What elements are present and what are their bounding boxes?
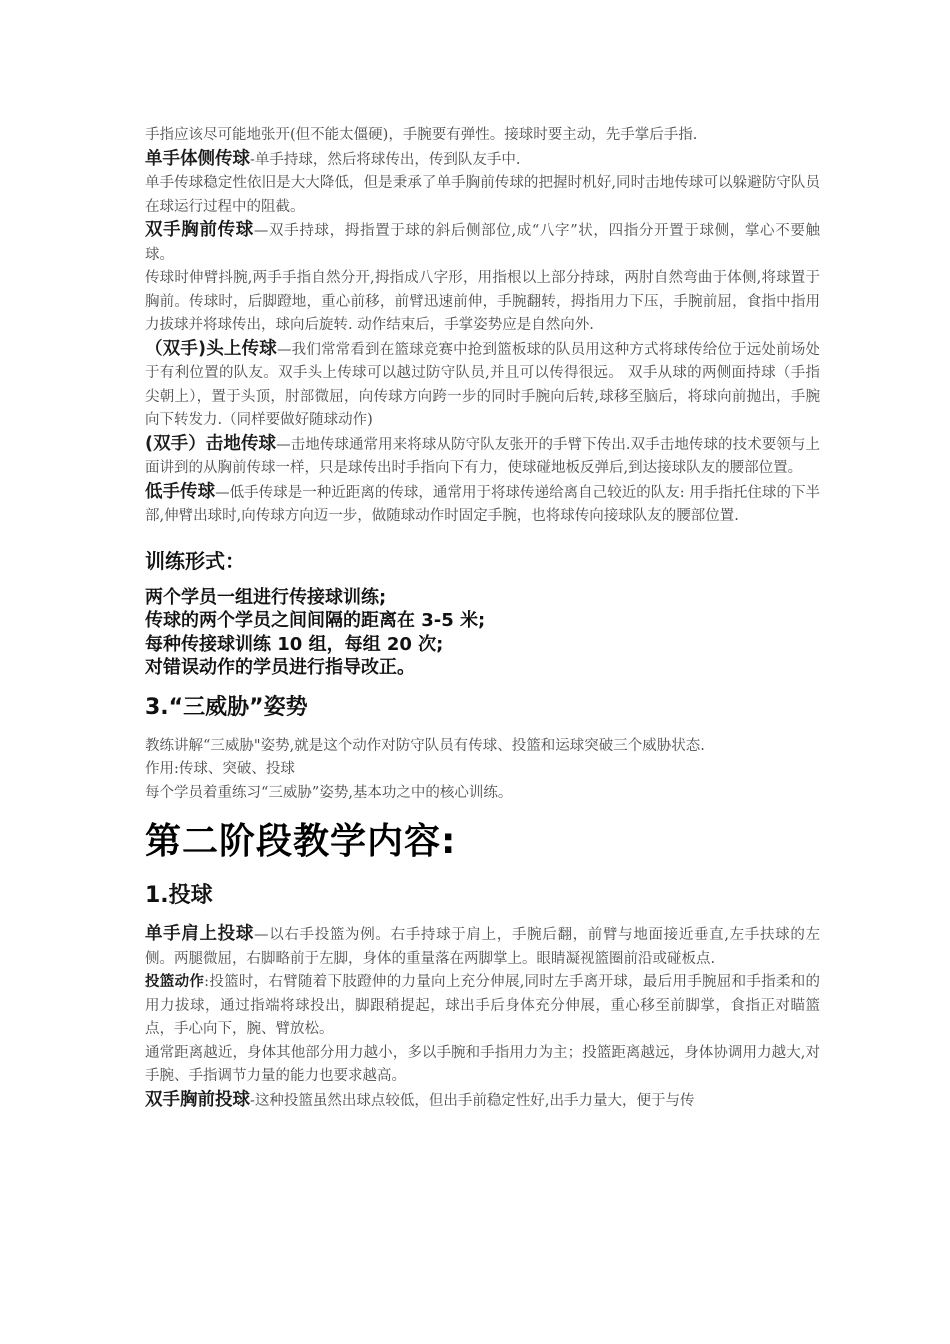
paragraph-bounce-pass: (双手）击地传球—击地传球通常用来将球从防守队友张开的手臂下传出.双手击地传球的技术要领与上面讲到的从胸前传球一样，只是球传出时手指向下有力，使球碰地板反弹后,到达接球队友的腰部位置。 <box>145 433 821 476</box>
shooting-subheading: 1.投球 <box>145 883 213 908</box>
triple-threat-line: 作用:传球、突破、投球 <box>145 761 295 777</box>
triple-threat-line: 教练讲解“三威胁"姿势,就是这个动作对防守队员有传球、投篮和运球突破三个威胁状态. <box>145 737 705 754</box>
stage2-heading: 第二阶段教学内容: <box>145 821 457 862</box>
term-chest-pass: 双手胸前传球 <box>145 220 254 240</box>
document-page <box>145 124 820 1113</box>
training-line: 每种传接球训练 10 组，每组 20 次; <box>145 633 444 655</box>
paragraph-single-pass-note: 单手传球稳定性依旧是大大降低，但是秉承了单手胸前传球的把握时机好,同时击地传球可以躲避防守队员在球运行过程中的阻截。 <box>145 175 820 215</box>
term-bounce-pass: (双手）击地传球 <box>145 433 277 454</box>
paragraph-shooting-action: 投篮动作:投篮时，右臂随着下肢蹬伸的力量向上充分伸展,同时左手离开球，最后用手腕屈和手指柔和的用力拔球，通过指端将球投出，脚跟稍提起，球出手后身体充分伸展，重心移至前脚掌，食指正对瞄篮点，手心向下，腕、臂放松。 <box>145 974 821 1037</box>
term-one-hand-shot: 单手肩上投球 <box>145 924 255 944</box>
term-single-side-pass: 单手体侧传球 <box>145 148 250 169</box>
term-two-hand-chest-shot: 双手胸前投球 <box>145 1089 250 1110</box>
paragraph-chest-pass: 双手胸前传球—双手持球，拇指置于球的斜后侧部位,成“八字”状，四指分开置于球侧，掌心不要触球。 <box>145 220 821 263</box>
section-heading-triple-threat: 3.“三威胁”姿势 <box>145 694 308 720</box>
training-heading: 训练形式： <box>145 548 245 573</box>
paragraph-underhand-pass: 低手传球—低手传球是一种近距离的传球，通常用于将球传递给离自己较近的队友: 用手指托住球的下半部,伸臂出球时,向传球方向迈一步，做随球动作时固定手腕，也将球传向接球队友的腰部位置. <box>145 481 820 524</box>
paragraph-overhead-pass: （双手)头上传球—我们常常看到在篮球竞赛中抢到篮板球的队员用这种方式将球传给位于远处前场处于有利位置的队友。双手头上传球可以越过防守队员,并且可以传得很远。 双手从球的两侧面持球（手指尖朝上），置于头顶，肘部微屈，向传球方向跨一步的同时手腕向后转,球移至脑后，将球向前抛出，手腕向下转发力.（同样要做好随球动作) <box>145 338 820 428</box>
training-line: 两个学员一组进行传接球训练; <box>145 586 387 608</box>
training-line: 对错误动作的学员进行指导改正。 <box>145 657 415 678</box>
triple-threat-line: 每个学员着重练习“三威胁”姿势,基本功之中的核心训练。 <box>145 784 513 801</box>
paragraph-chest-pass-detail: 传球时伸臂抖腕,两手手指自然分开,拇指成八字形，用指根以上部分持球，两肘自然弯曲于体侧,将球置于胸前。传球时，后脚蹬地，重心前移，前臂迅速前伸，手腕翻转，拇指用力下压，手腕前屈，食指中指用力拔球并将球传出，球向后旋转. 动作结束后，手掌姿势应是自然向外. <box>145 270 820 333</box>
term-overhead-pass: （双手)头上传球 <box>145 338 277 359</box>
paragraph-single-side-pass: 单手体侧传球-单手持球，然后将球传出，传到队友手中. <box>145 148 521 169</box>
paragraph-shooting-distance: 通常距离越近，身体其他部分用力越小，多以手腕和手指用力为主；投篮距离越远，身体协调用力越大,对手腕、手指调节力量的能力也要求越高。 <box>145 1044 820 1084</box>
term-underhand-pass: 低手传球 <box>145 481 216 502</box>
paragraph-two-hand-chest-shot: 双手胸前投球-这种投篮虽然出球点较低，但出手前稳定性好,出手力量大，便于与传 <box>145 1089 695 1110</box>
term-shooting-action: 投篮动作 <box>145 974 205 990</box>
paragraph-one-hand-shot: 单手肩上投球—以右手投篮为例。右手持球于肩上，手腕后翻，前臂与地面接近垂直,左手扶球的左侧。两腿微屈，右脚略前于左脚，身体的重量落在两脚掌上。眼睛凝视篮圈前沿或碰板点. <box>145 924 820 967</box>
intro-paragraph: 手指应该尽可能地张开(但不能太僵硬)，手腕要有弹性。接球时要主动，先手掌后手指. <box>145 127 698 143</box>
training-line: 传球的两个学员之间间隔的距离在 3-5 米; <box>145 610 486 631</box>
